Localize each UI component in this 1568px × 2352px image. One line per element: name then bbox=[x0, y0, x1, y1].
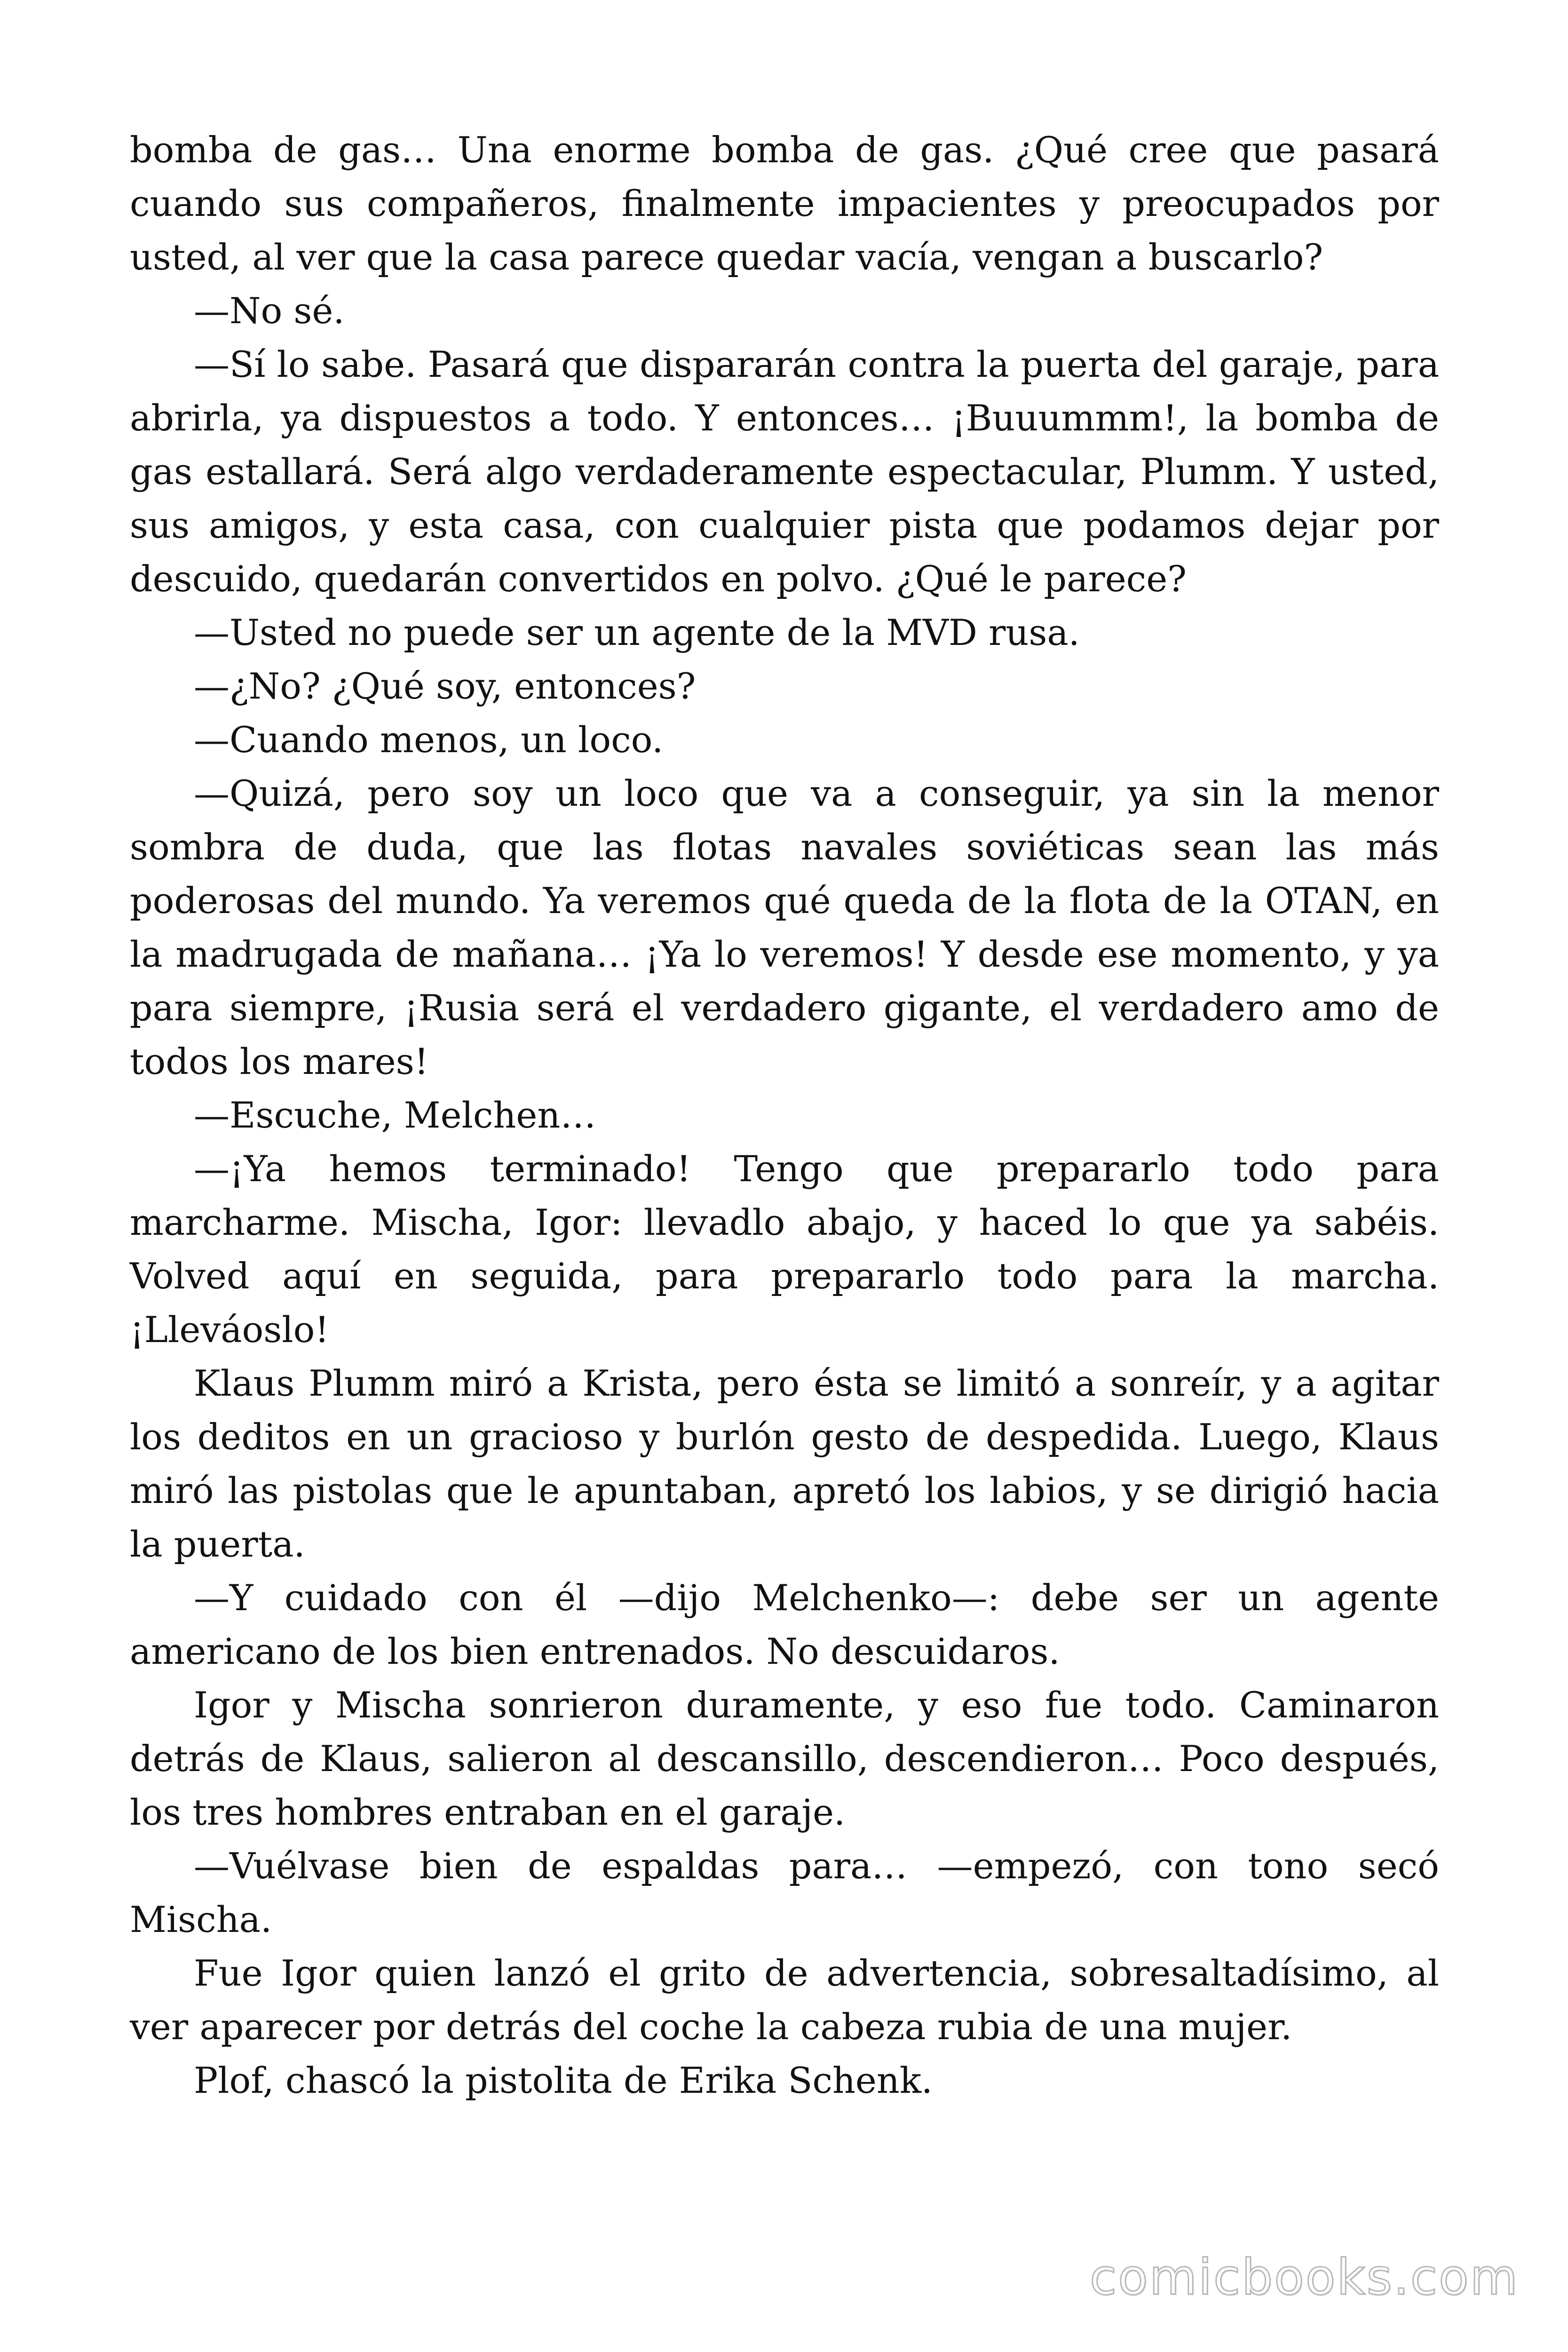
paragraph: —No sé. bbox=[194, 290, 345, 332]
paragraph: Igor y Mischa sonrieron duramente, y eso fue todo. Caminaron detrás de Klaus, salieron al descansillo, descendieron… Poco después, los tres hombres entraban en el garaje. bbox=[130, 1684, 1439, 1833]
paragraph: —Sí lo sabe. Pasará que dispararán contra la puerta del garaje, para abrirla, ya dispuestos a todo. Y entonces… ¡Buuummm!, la bomba de gas estallará. Será algo verdaderamente espectacular, Plumm. Y usted, sus amigos, y esta casa, con cualquier pista que podamos dejar por descuido, quedarán convertidos en polvo. ¿Qué le parece? bbox=[130, 343, 1439, 600]
paragraph: —Y cuidado con él —dijo Melchenko—: debe ser un agente americano de los bien entrenados. No descuidaros. bbox=[130, 1577, 1439, 1672]
paragraph: —Escuche, Melchen… bbox=[194, 1094, 596, 1136]
paragraph: —Usted no puede ser un agente de la MVD rusa. bbox=[194, 612, 1080, 653]
paragraph: Plof, chascó la pistolita de Erika Schenk. bbox=[194, 2059, 933, 2101]
paragraph: —Cuando menos, un loco. bbox=[194, 719, 664, 761]
paragraph: bomba de gas… Una enorme bomba de gas. ¿Qué cree que pasará cuando sus compañeros, finalmente impacientes y preocupados por usted, al ver que la casa parece quedar vacía, vengan a buscarlo? bbox=[130, 129, 1439, 278]
page-body bbox=[130, 123, 1439, 2107]
paragraph: —Quizá, pero soy un loco que va a conseguir, ya sin la menor sombra de duda, que las flotas navales soviéticas sean las más poderosas del mundo. Ya veremos qué queda de la flota de la OTAN, en la madrugada de mañana… ¡Ya lo veremos! Y desde ese momento, y ya para siempre, ¡Rusia será el verdadero gigante, el verdadero amo de todos los mares! bbox=[130, 772, 1439, 1082]
paragraph: —Vuélvase bien de espaldas para… —empezó, con tono secó Mischa. bbox=[130, 1845, 1439, 1940]
paragraph: —¡Ya hemos terminado! Tengo que prepararlo todo para marcharme. Mischa, Igor: llevadlo abajo, y haced lo que ya sabéis. Volved aquí en seguida, para prepararlo todo para la marcha. ¡Lleváoslo! bbox=[130, 1148, 1439, 1351]
paragraph: Fue Igor quien lanzó el grito de advertencia, sobresaltadísimo, al ver aparecer por detrás del coche la cabeza rubia de una mujer. bbox=[130, 1952, 1439, 2048]
paragraph: Klaus Plumm miró a Krista, pero ésta se limitó a sonreír, y a agitar los deditos en un gracioso y burlón gesto de despedida. Luego, Klaus miró las pistolas que le apuntaban, apretó los labios, y se dirigió hacia la puerta. bbox=[130, 1362, 1439, 1565]
watermark: comicbooks.com bbox=[1089, 2249, 1519, 2306]
paragraph: —¿No? ¿Qué soy, entonces? bbox=[194, 665, 696, 707]
